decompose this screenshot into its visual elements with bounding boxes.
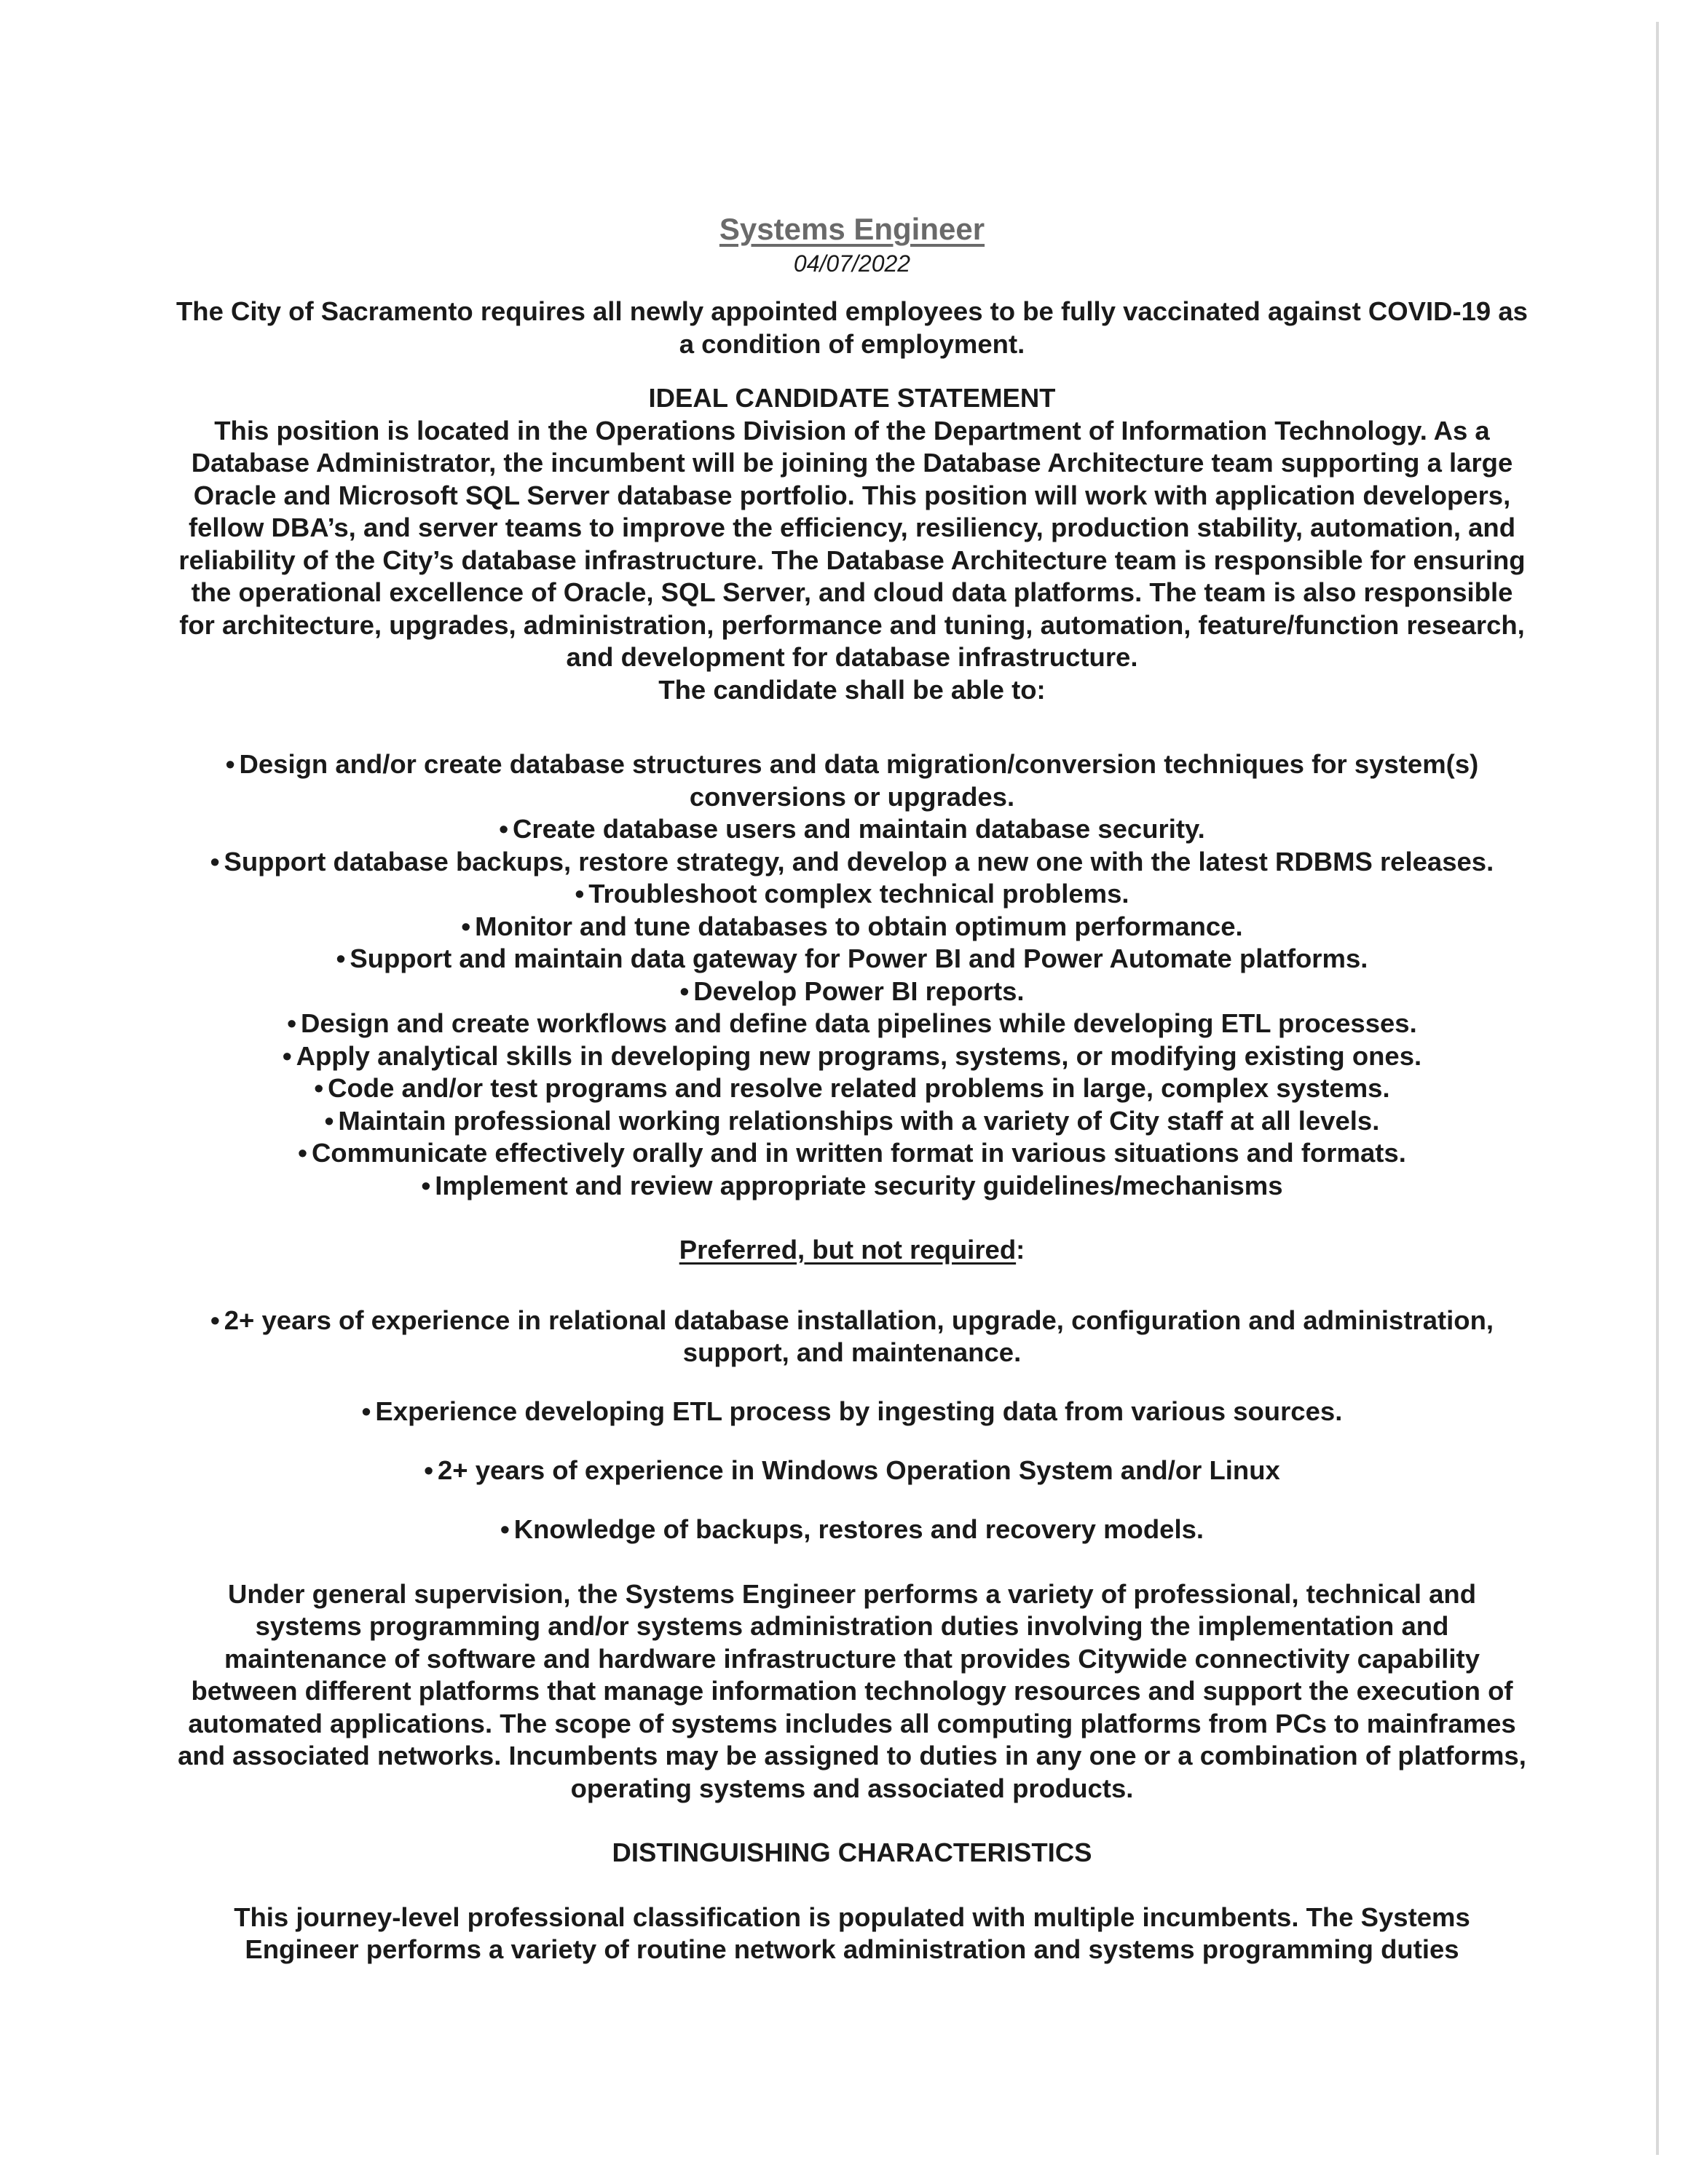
vaccination-notice: The City of Sacramento requires all newly appointed employees to be fully vaccinated against COVID-19 as a condition of employment. (176, 296, 1528, 359)
abilities-list (175, 748, 1529, 1202)
ideal-candidate-lead-in: The candidate shall be able to: (658, 674, 1046, 705)
bullet-icon: • (421, 1170, 431, 1200)
bullet-icon: • (361, 1396, 371, 1426)
list-item: • Support and maintain data gateway for Power BI and Power Automate platforms. (175, 943, 1529, 976)
list-item: • Maintain professional working relationships with a variety of City staff at all levels. (175, 1105, 1529, 1138)
page-edge-shadow (1656, 22, 1659, 2155)
list-item: • Code and/or test programs and resolve related problems in large, complex systems. (175, 1072, 1529, 1105)
ideal-candidate-body: This position is located in the Operations Division of the Department of Information Technology. As a Database Administrator, the incumbent will be joining the Database Architecture team supporting a large Oracle and Microsoft SQL Server database portfolio. This position will work with application developers, fellow DBA’s, and server teams to improve the efficiency, resiliency, production stability, automation, and reliability of the City’s database infrastructure. The Database Architecture team is responsible for ensuring the operational excellence of Oracle, SQL Server, and cloud data platforms. The team is also responsible for architecture, upgrades, administration, performance and tuning, automation, feature/function research, and development for database infrastructure. (178, 415, 1526, 672)
list-item: • Knowledge of backups, restores and recovery models. (175, 1514, 1529, 1546)
bullet-icon: • (461, 911, 471, 941)
bullet-icon: • (500, 1514, 510, 1544)
bullet-icon: • (210, 846, 220, 877)
distinguishing-heading: DISTINGUISHING CHARACTERISTICS (612, 1837, 1092, 1867)
bullet-icon: • (298, 1138, 307, 1168)
list-item: • Develop Power BI reports. (175, 976, 1529, 1008)
list-item: • Monitor and tune databases to obtain optimum performance. (175, 911, 1529, 943)
list-item: • Design and/or create database structures and data migration/conversion techniques for system(s) conversions or upgrades. (225, 749, 1479, 812)
bullet-icon: • (225, 749, 235, 779)
list-item: • Support database backups, restore strategy, and develop a new one with the latest RDBMS releases. (175, 846, 1529, 879)
bullet-icon: • (499, 814, 509, 844)
bullet-icon: • (679, 976, 690, 1006)
bullet-icon: • (282, 1040, 292, 1071)
document-title: Systems Engineer (719, 212, 985, 246)
list-item: • Communicate effectively orally and in written format in various situations and formats. (175, 1137, 1529, 1170)
list-item: • 2+ years of experience in Windows Operation System and/or Linux (175, 1455, 1529, 1487)
document-body (175, 211, 1529, 1966)
bullet-icon: • (424, 1455, 433, 1485)
definition-paragraph: Under general supervision, the Systems Engineer performs a variety of professional, technical and systems programming and/or systems administration duties involving the implementation and maintenance of software and hardware infrastructure that provides Citywide connectivity capability between different platforms that manage information technology resources and support the execution of automated applications. The scope of systems includes all computing platforms from PCs to mainframes and associated networks. Incumbents may be assigned to duties in any one or a combination of platforms, operating systems and associated products. (178, 1578, 1526, 1803)
preferred-heading: Preferred, but not required: (679, 1235, 1025, 1265)
bullet-icon: • (210, 1305, 220, 1335)
list-item: • 2+ years of experience in relational database installation, upgrade, configuration and administration, support, and maintenance. (210, 1305, 1494, 1367)
bullet-icon: • (575, 879, 585, 909)
list-item: • Design and create workflows and define data pipelines while developing ETL processes. (175, 1008, 1529, 1040)
bullet-icon: • (336, 943, 346, 973)
distinguishing-body: This journey-level professional classification is populated with multiple incumbents. The Systems Engineer performs a variety of routine network administration and systems programming duties (234, 1902, 1470, 1964)
list-item: • Implement and review appropriate security guidelines/mechanisms (175, 1170, 1529, 1203)
document-date: 04/07/2022 (793, 250, 911, 277)
list-item: • Create database users and maintain database security. (175, 813, 1529, 846)
list-item: • Apply analytical skills in developing new programs, systems, or modifying existing ones. (175, 1040, 1529, 1073)
ideal-candidate-heading: IDEAL CANDIDATE STATEMENT (648, 383, 1056, 413)
bullet-icon: • (324, 1105, 334, 1136)
bullet-icon: • (287, 1008, 297, 1038)
preferred-list (175, 1305, 1529, 1546)
bullet-icon: • (314, 1073, 324, 1103)
list-item: • Experience developing ETL process by ingesting data from various sources. (175, 1396, 1529, 1428)
list-item: • Troubleshoot complex technical problems. (175, 878, 1529, 911)
